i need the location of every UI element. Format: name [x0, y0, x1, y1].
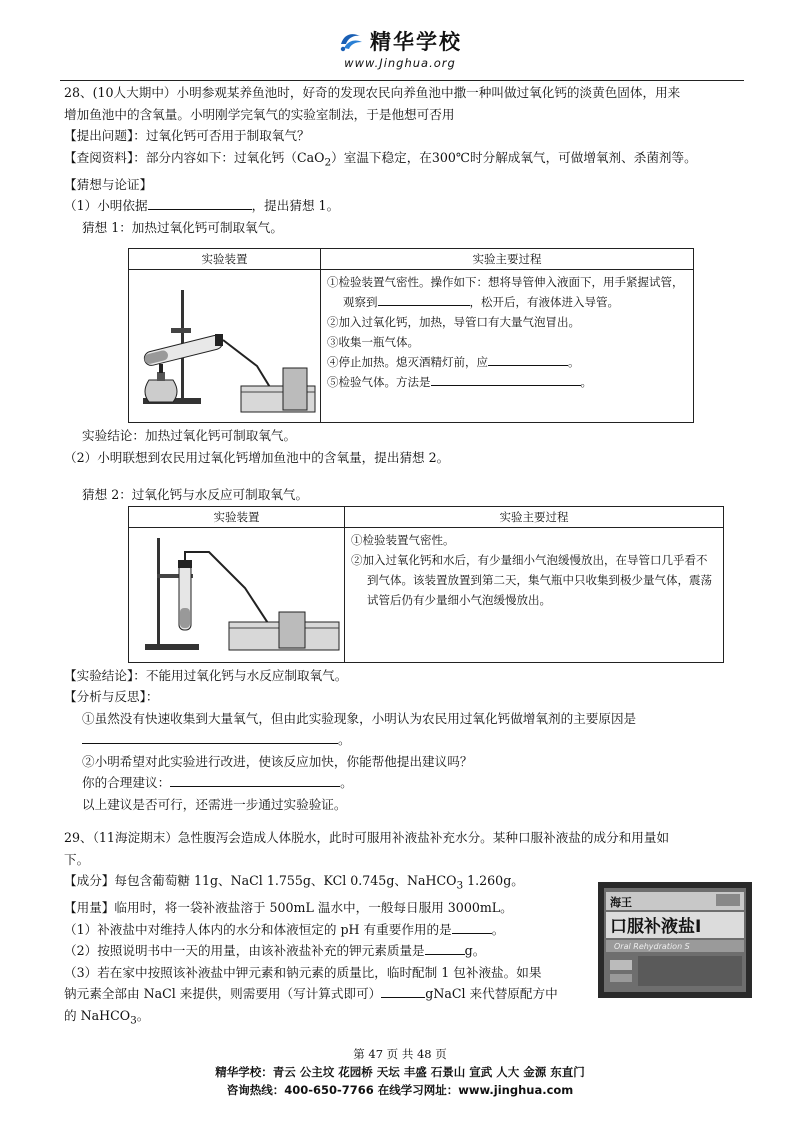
q29-composition: 【成分】每包含葡萄糖 11g、NaCl 1.755g、KCl 0.745g、NaHCO$_3$ 1.260g。 — [64, 873, 524, 892]
jinghua-logo-icon — [338, 30, 364, 52]
answer-blank[interactable] — [452, 920, 492, 934]
table1-step-2: ②加入过氧化钙，加热，导管口有大量气泡冒出。 — [327, 315, 580, 330]
q28-part2: （2）小明联想到农民用过氧化钙增加鱼池中的含氧量，提出猜想 2。 — [64, 449, 450, 465]
table1-step-1: ①检验装置气密性。操作如下：想将导管伸入液面下，用手紧握试管，观察到 ，松开后，有液体进入导管。 — [327, 275, 684, 310]
experiment-table-1 — [128, 248, 694, 423]
answer-blank[interactable] — [82, 730, 338, 744]
q29-item-2: （2）按照说明书中一天的用量，由该补液盐补充的钾元素质量是 g。 — [64, 943, 486, 959]
answer-blank[interactable] — [488, 352, 568, 366]
q28-reflect-2: ②小明希望对此实验进行改进，使该反应加快，你能帮他提出建议吗？ — [82, 753, 473, 769]
q29-item-3-line1: （3）若在家中按照该补液盐中钾元素和钠元素的质量比，临时配制 1 包补液盐。如果 — [64, 964, 542, 980]
q29-intro-2: 下。 — [64, 851, 90, 867]
q28-reflect-1: ①虽然没有快速收集到大量氧气，但由此实验现象，小明认为农民用过氧化钙做增氧剂的主要原因是 — [82, 710, 637, 726]
q28-part1: （1）小明依据 ，提出猜想 1。 — [64, 198, 340, 214]
header-rule — [60, 80, 744, 81]
footer-contact: 咨询热线：400-650-7766 在线学习网址：www.jinghua.com — [226, 1083, 574, 1097]
q28-ask: 【提出问题】：过氧化钙可否用于制取氧气？ — [64, 128, 310, 143]
table2-steps — [345, 527, 724, 662]
q28-reflect-4: 以上建议是否可行，还需进一步通过实验验证。 — [82, 796, 347, 812]
table2-step-2: ②加入过氧化钙和水后，有少量细小气泡缓慢放出，在导管口几乎看不到气体。该装置放置到第二天，集气瓶中只收集到极少量气体，震荡试管后仍有少量细小气泡缓慢放出。 — [351, 552, 712, 607]
heating-apparatus-icon — [129, 270, 319, 416]
experiment-table-2 — [128, 506, 724, 663]
apparatus-heating-diagram — [129, 270, 321, 423]
q28-reflect-1-answer: 。 — [64, 729, 744, 751]
table1-step-3: ③收集一瓶气体。 — [327, 335, 419, 350]
svg-text:Oral Rehydration S: Oral Rehydration S — [614, 942, 690, 951]
q28-guess2: 猜想 2：过氧化钙与水反应可制取氧气。 — [82, 487, 309, 503]
page-number: 第 47 页 共 48 页 — [353, 1047, 447, 1061]
product-box-image — [598, 882, 752, 998]
table1-step-5: ⑤检验气体。方法是 。 — [327, 372, 687, 392]
q29-item-1: （1）补液盐中对维持人体内的水分和体液恒定的 pH 有重要作用的是 。 — [64, 921, 505, 937]
table1-header-apparatus: 实验装置 — [129, 249, 321, 270]
table2-header-apparatus: 实验装置 — [129, 506, 345, 527]
q29-item-3-line2: 钠元素全部由 NaCl 来提供，则需要用（写计算式即可） gNaCl 来代替原配方中 — [64, 986, 558, 1002]
answer-blank[interactable] — [381, 984, 425, 998]
brand-name: 精华学校 — [370, 30, 462, 54]
q29-usage: 【用量】临用时，将一袋补液盐溶于 500mL 温水中，一般每日服用 3000mL。 — [64, 900, 513, 916]
site-url: www.Jinghua.org — [344, 56, 456, 70]
apparatus-water-diagram — [129, 527, 345, 662]
rehydration-salt-photo — [598, 882, 752, 998]
answer-blank[interactable] — [148, 196, 252, 210]
q28-reflect-3: 你的合理建议： 。 — [82, 775, 353, 791]
svg-text:口服补液盐Ⅰ: 口服补液盐Ⅰ — [610, 917, 702, 937]
q28-intro-2: 增加鱼池中的含氧量。小明刚学完氧气的实验室制法，于是他想可否用 — [64, 106, 455, 122]
table1-step-4: ④停止加热。熄灭酒精灯前，应 。 — [327, 352, 687, 372]
svg-text:海王: 海王 — [610, 896, 632, 909]
q28-reference: 【查阅资料】：部分内容如下：过氧化钙（CaO$_2$）室温下稳定，在300℃时分解成氧气，可做增氧剂、杀菌剂等。 — [64, 149, 697, 169]
answer-blank[interactable] — [378, 292, 470, 306]
page-header — [0, 28, 800, 80]
q28-conclusion-1: 实验结论：加热过氧化钙可制取氧气。 — [82, 428, 297, 444]
q28-intro-1: 28、(10人大期中）小明参观某养鱼池时，好奇的发现农民向养鱼池中撒一种叫做过氧化钙的淡黄色固体，用来 — [64, 85, 681, 100]
table1-header-process: 实验主要过程 — [321, 249, 694, 270]
answer-blank[interactable] — [425, 941, 465, 955]
table2-header-process: 实验主要过程 — [345, 506, 724, 527]
table1-steps — [321, 270, 694, 423]
water-apparatus-icon — [129, 528, 343, 656]
q28-guess1: 猜想 1：加热过氧化钙可制取氧气。 — [82, 219, 283, 235]
table2-step-1: ①检验装置气密性。 — [351, 532, 455, 547]
footer-schools: 精华学校：青云 公主坟 花园桥 天坛 丰盛 石景山 宣武 人大 金源 东直门 — [215, 1065, 585, 1079]
q28-guess-heading: 【猜想与论证】 — [64, 176, 153, 192]
q28-conclusion-2: 【实验结论】：不能用过氧化钙与水反应制取氧气。 — [64, 667, 348, 683]
q29-intro-1: 29、（11海淀期末）急性腹泻会造成人体脱水，此时可服用补液盐补充水分。某种口服补液盐的成分和用量如 — [64, 830, 670, 846]
answer-blank[interactable] — [170, 773, 340, 787]
answer-blank[interactable] — [431, 372, 581, 386]
q28-reflect-heading: 【分析与反思】： — [64, 689, 159, 705]
q29-item-3-line3: 的 NaHCO$_3$。 — [64, 1007, 150, 1027]
